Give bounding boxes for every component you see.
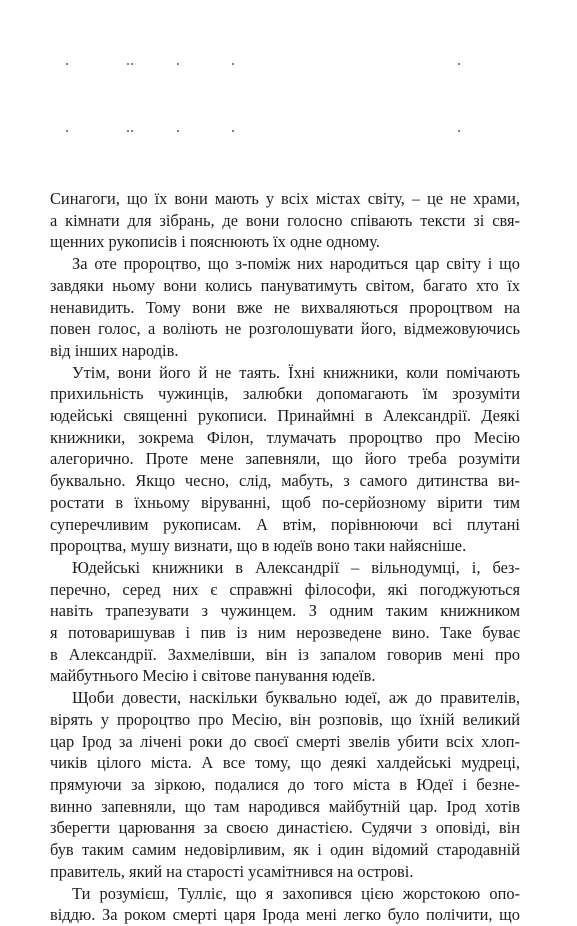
- text-line: вірять у пророцтво про Месію, він розповів, що їхній великий: [50, 709, 520, 729]
- dot-mark: [177, 63, 179, 65]
- text-line: перечно, серед них є справжні філософи, які погоджуються: [50, 579, 520, 599]
- dot-mark: [232, 63, 234, 65]
- text-line: Щоби довести, наскільки буквально юдеї, аж до правителів,: [72, 688, 520, 708]
- top-dot-marks: [0, 63, 577, 67]
- text-line: прямуючи за зіркою, подалися до того міста в Юдеї і безне-: [50, 774, 520, 794]
- text-line: був таким самим недовірливим, як і один відомий стародавній: [50, 840, 520, 860]
- paragraph: [50, 883, 520, 926]
- dot-mark: [177, 130, 179, 132]
- text-line: ненавидить. Тому вони вже не вихваляються пророцтвом на: [50, 297, 520, 317]
- dot-mark: [232, 130, 234, 132]
- text-line: ростати в їхньому віруванні, щоб по-серйозному вірити тим: [50, 492, 520, 512]
- text-line: завдяки ньому вони колись пануватимуть світом, багато хто їх: [50, 275, 520, 295]
- dot-mark: [458, 130, 460, 132]
- text-line: навіть трапезувати з чужинцем. З одним таким книжником: [50, 601, 520, 621]
- paragraph: [50, 557, 520, 687]
- dot-mark: [458, 63, 460, 65]
- text-line: щенних рукописів і пояснюють їх одне одному.: [50, 232, 380, 252]
- text-line: пророцтва, мушу визнати, що в юдеїв воно таки найясніше.: [50, 536, 467, 556]
- bottom-dot-marks: [0, 130, 577, 134]
- dot-mark: [66, 63, 68, 65]
- text-line: цар Ірод за лічені роки до своєї смерті звелів убити всіх хлоп-: [50, 731, 520, 751]
- text-line: За оте пророцтво, що з-поміж них народиться цар світу і що: [72, 254, 520, 274]
- paragraph: [50, 687, 520, 882]
- dot-mark: [131, 63, 133, 65]
- text-line: я потоваришував і пив із ним нерозведене вино. Таке буває: [50, 623, 520, 643]
- text-line: віддю. За роком смерті царя Ірода мені легко було полічити, що: [50, 905, 520, 925]
- dot-mark: [66, 130, 68, 132]
- text-line: юдейські священні рукописи. Принаймні в Александрії. Деякі: [50, 406, 520, 426]
- text-line: правитель, який на старості усамітнився на острові.: [50, 861, 414, 881]
- text-line: Юдейські книжники в Александрії – вільнодумці, і, без-: [72, 557, 520, 577]
- text-line: зберегти царювання за своєю династією. Судячи з оповіді, він: [50, 818, 520, 838]
- text-line: алегорично. Проте мене запевняли, що його треба розуміти: [50, 449, 520, 469]
- paragraph: [50, 253, 520, 362]
- dot-mark: [127, 130, 129, 132]
- dot-mark: [127, 63, 129, 65]
- paragraph: [50, 188, 520, 253]
- text-line: чиків цілого міста. А все тому, що деякі халдейські мудреці,: [50, 753, 520, 773]
- text-line: Синагоги, що їх вони мають у всіх містах світу, – це не храми,: [50, 189, 520, 208]
- dot-mark: [131, 130, 133, 132]
- text-line: повен голос, а воліють не розголошувати його, відмежовуючись: [50, 319, 520, 339]
- text-line: прихильність чужинців, залюбки допомагають їм зрозуміти: [50, 384, 520, 404]
- text-line: Утім, вони його й не таять. Їхні книжники, коли помічають: [72, 362, 520, 382]
- text-line: буквально. Якщо чесно, слід, мабуть, з самого дитинства ви-: [50, 471, 520, 491]
- text-line: винно запевняли, що там народився майбутній цар. Ірод хотів: [50, 796, 520, 816]
- body-text: [50, 188, 520, 926]
- text-line: Ти розумієш, Тулліє, що я захопився цією жорстокою опо-: [72, 883, 520, 903]
- text-line: суперечливим рукописам. А втім, порівнюючи всі плутані: [50, 514, 520, 534]
- text-line: а кімнати для зібрань, де вони голосно співають тексти зі свя-: [50, 210, 520, 230]
- text-line: майбутнього Месію і світове панування юдеїв.: [50, 666, 376, 686]
- text-line: від інших народів.: [50, 340, 179, 360]
- text-line: в Александрії. Захмелівши, він із запалом говорив мені про: [50, 644, 520, 664]
- text-line: книжники, зокрема Філон, тлумачать пророцтво про Месію: [50, 427, 520, 447]
- paragraph: [50, 362, 520, 557]
